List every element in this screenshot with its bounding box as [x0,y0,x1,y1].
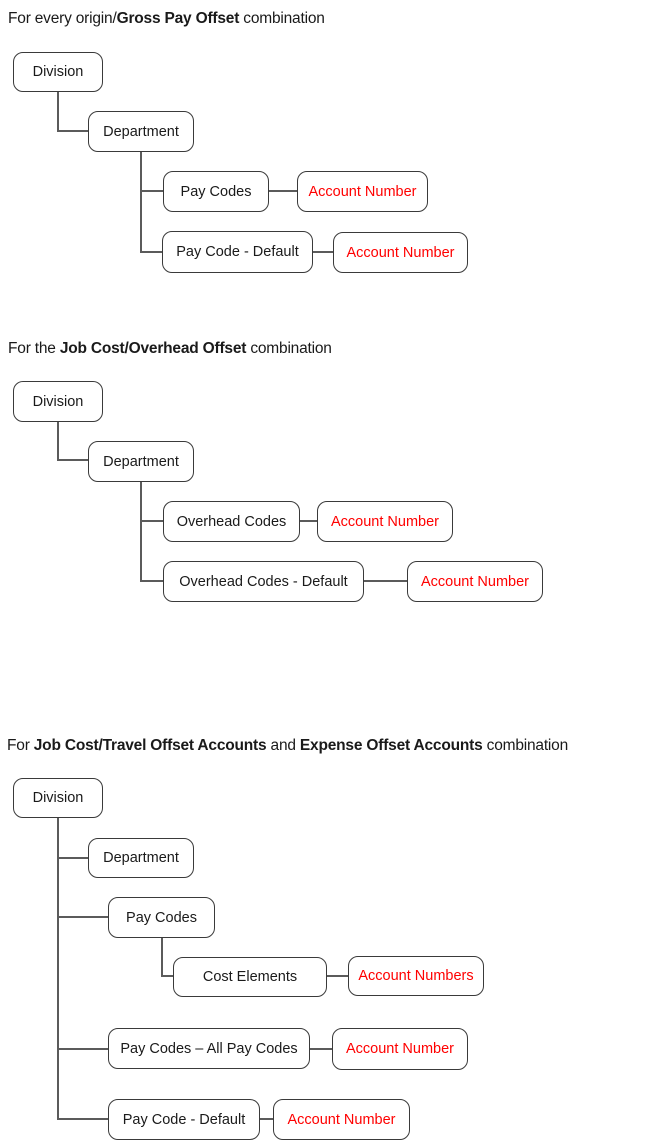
node-overhead-codes-default: Overhead Codes - Default [163,561,364,602]
node-division: Division [13,778,103,818]
title-text: For [7,737,34,754]
connector-line [300,520,317,522]
title-text: combination [246,340,332,357]
node-department: Department [88,838,194,878]
node-account-number: Account Number [317,501,453,542]
connector-line [260,1118,273,1120]
title-text: combination [482,737,569,754]
section-title-gross-pay-offset [8,9,325,28]
connector-line [140,251,162,253]
node-account-number: Account Number [407,561,543,602]
connector-line [327,975,348,977]
title-text: For every origin/ [8,10,117,27]
node-account-number: Account Number [333,232,468,273]
title-text: combination [239,10,325,27]
connector-line [57,818,59,1120]
connector-line [313,251,333,253]
connector-line [161,975,173,977]
connector-line [310,1048,332,1050]
connector-line [269,190,297,192]
node-account-number: Account Number [297,171,428,212]
connector-line [140,520,163,522]
connector-line [140,580,163,582]
node-pay-code-default: Pay Code - Default [162,231,313,273]
node-pay-codes-all-pay-codes: Pay Codes – All Pay Codes [108,1028,310,1069]
node-department: Department [88,441,194,482]
node-overhead-codes: Overhead Codes [163,501,300,542]
node-pay-code-default: Pay Code - Default [108,1099,260,1140]
title-text-bold: Gross Pay Offset [116,10,240,27]
connector-line [140,152,142,253]
connector-line [57,1048,108,1050]
title-text-bold: Job Cost/Travel Offset Accounts [33,737,267,754]
title-text: For the [8,340,60,357]
node-division: Division [13,52,103,92]
node-pay-codes: Pay Codes [108,897,215,938]
node-division: Division [13,381,103,422]
node-account-numbers: Account Numbers [348,956,484,996]
node-account-number: Account Number [332,1028,468,1070]
title-text-bold: Expense Offset Accounts [299,737,483,754]
connector-line [57,857,88,859]
connector-line [57,916,108,918]
connector-line [57,422,59,461]
node-pay-codes: Pay Codes [163,171,269,212]
connector-line [161,938,163,977]
title-text-bold: Job Cost/Overhead Offset [59,340,247,357]
section-title-job-cost-overhead-offset [8,339,332,358]
section-title-travel-expense-offset [7,736,568,755]
node-department: Department [88,111,194,152]
node-account-number: Account Number [273,1099,410,1140]
connector-line [57,1118,108,1120]
node-cost-elements: Cost Elements [173,957,327,997]
connector-line [140,190,163,192]
connector-line [140,482,142,582]
connector-line [364,580,407,582]
connector-line [57,130,88,132]
title-text: and [266,737,300,754]
connector-line [57,459,88,461]
connector-line [57,92,59,132]
